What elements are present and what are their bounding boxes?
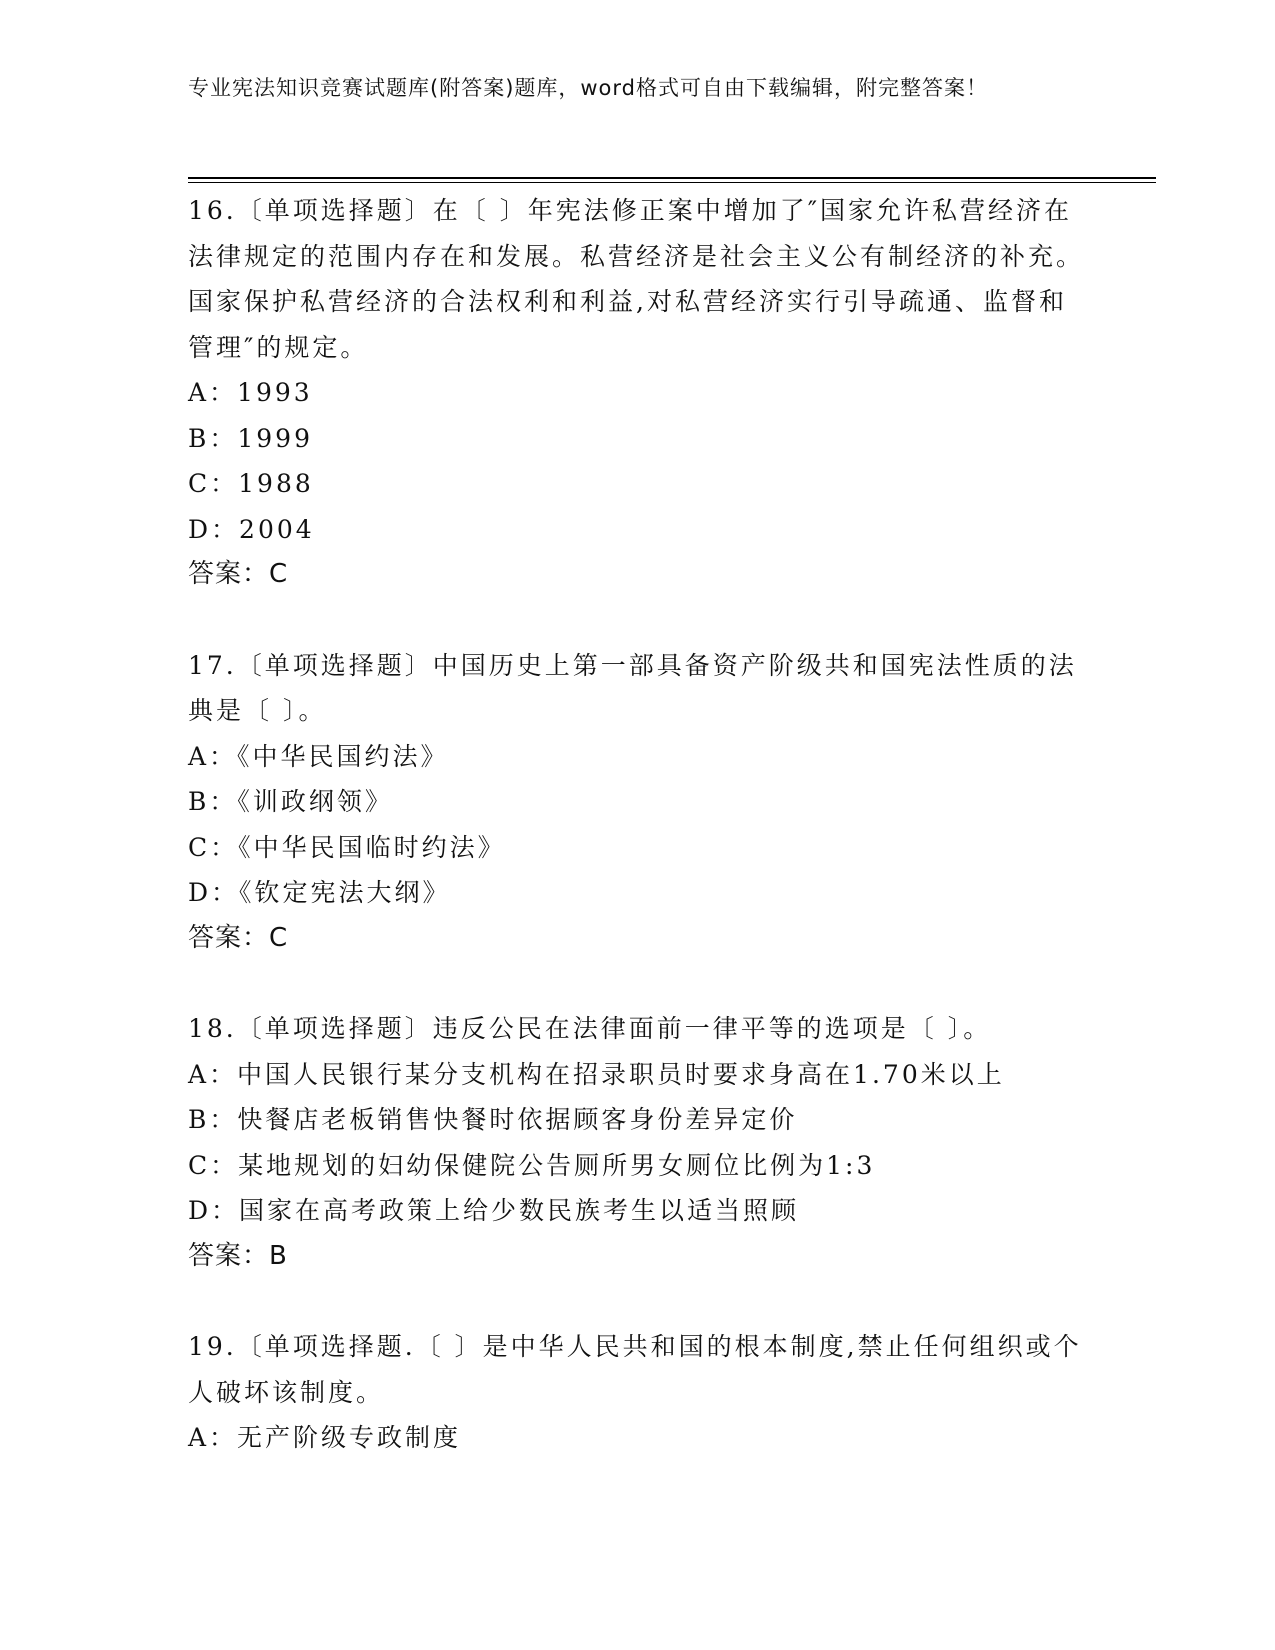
option-d: D：2004 [188,514,315,544]
header-rule-thick [188,177,1156,179]
option-a: A：无产阶级专政制度 [188,1423,462,1452]
option-c: C：某地规划的妇幼保健院公告厕所男女厕位比例为1:3 [188,1150,876,1180]
option-a: A：《中华民国约法》 [188,741,449,771]
page-header: 专业宪法知识竞赛试题库(附答案)题库，word格式可自由下载编辑，附完整答案！ [188,76,989,100]
question-16 [188,188,1088,598]
answer: 答案：B [188,1240,288,1271]
question-18 [188,1006,1088,1279]
option-b: B：《训政纲领》 [188,787,393,816]
question-text: 18.〔单项选择题〕违反公民在法律面前一律平等的选项是〔 〕。 [188,1014,992,1043]
header-rule-thin [188,182,1156,183]
question-text: 16.〔单项选择题〕在〔 〕年宪法修正案中增加了″国家允许私营经济在法律规定的范围内存在和发展。私营经济是社会主义公有制经济的补充。国家保护私营经济的合法权利和利益,对私营经济实行引导疏通、监督和管理″的规定。 [188,196,1085,362]
option-d: D：国家在高考政策上给少数民族考生以适当照顾 [188,1196,800,1225]
answer: 答案：C [188,559,289,589]
option-c: C：《中华民国临时约法》 [188,832,506,862]
question-list [188,188,1088,1506]
option-b: B：1999 [188,423,313,453]
option-c: C：1988 [188,469,314,498]
option-a: A：中国人民银行某分支机构在招录职员时要求身高在1.70米以上 [188,1059,1005,1089]
option-b: B：快餐店老板销售快餐时依据顾客身份差异定价 [188,1105,798,1134]
option-a: A：1993 [188,378,313,407]
option-d: D：《钦定宪法大纲》 [188,878,451,907]
answer: 答案：C [188,922,289,953]
question-text: 19.〔单项选择题.〔 〕是中华人民共和国的根本制度,禁止任何组织或个人破坏该制度。 [188,1332,1082,1407]
question-17 [188,643,1088,962]
question-text: 17.〔单项选择题〕中国历史上第一部具备资产阶级共和国宪法性质的法典是〔 〕。 [188,650,1077,725]
question-19 [188,1324,1088,1461]
